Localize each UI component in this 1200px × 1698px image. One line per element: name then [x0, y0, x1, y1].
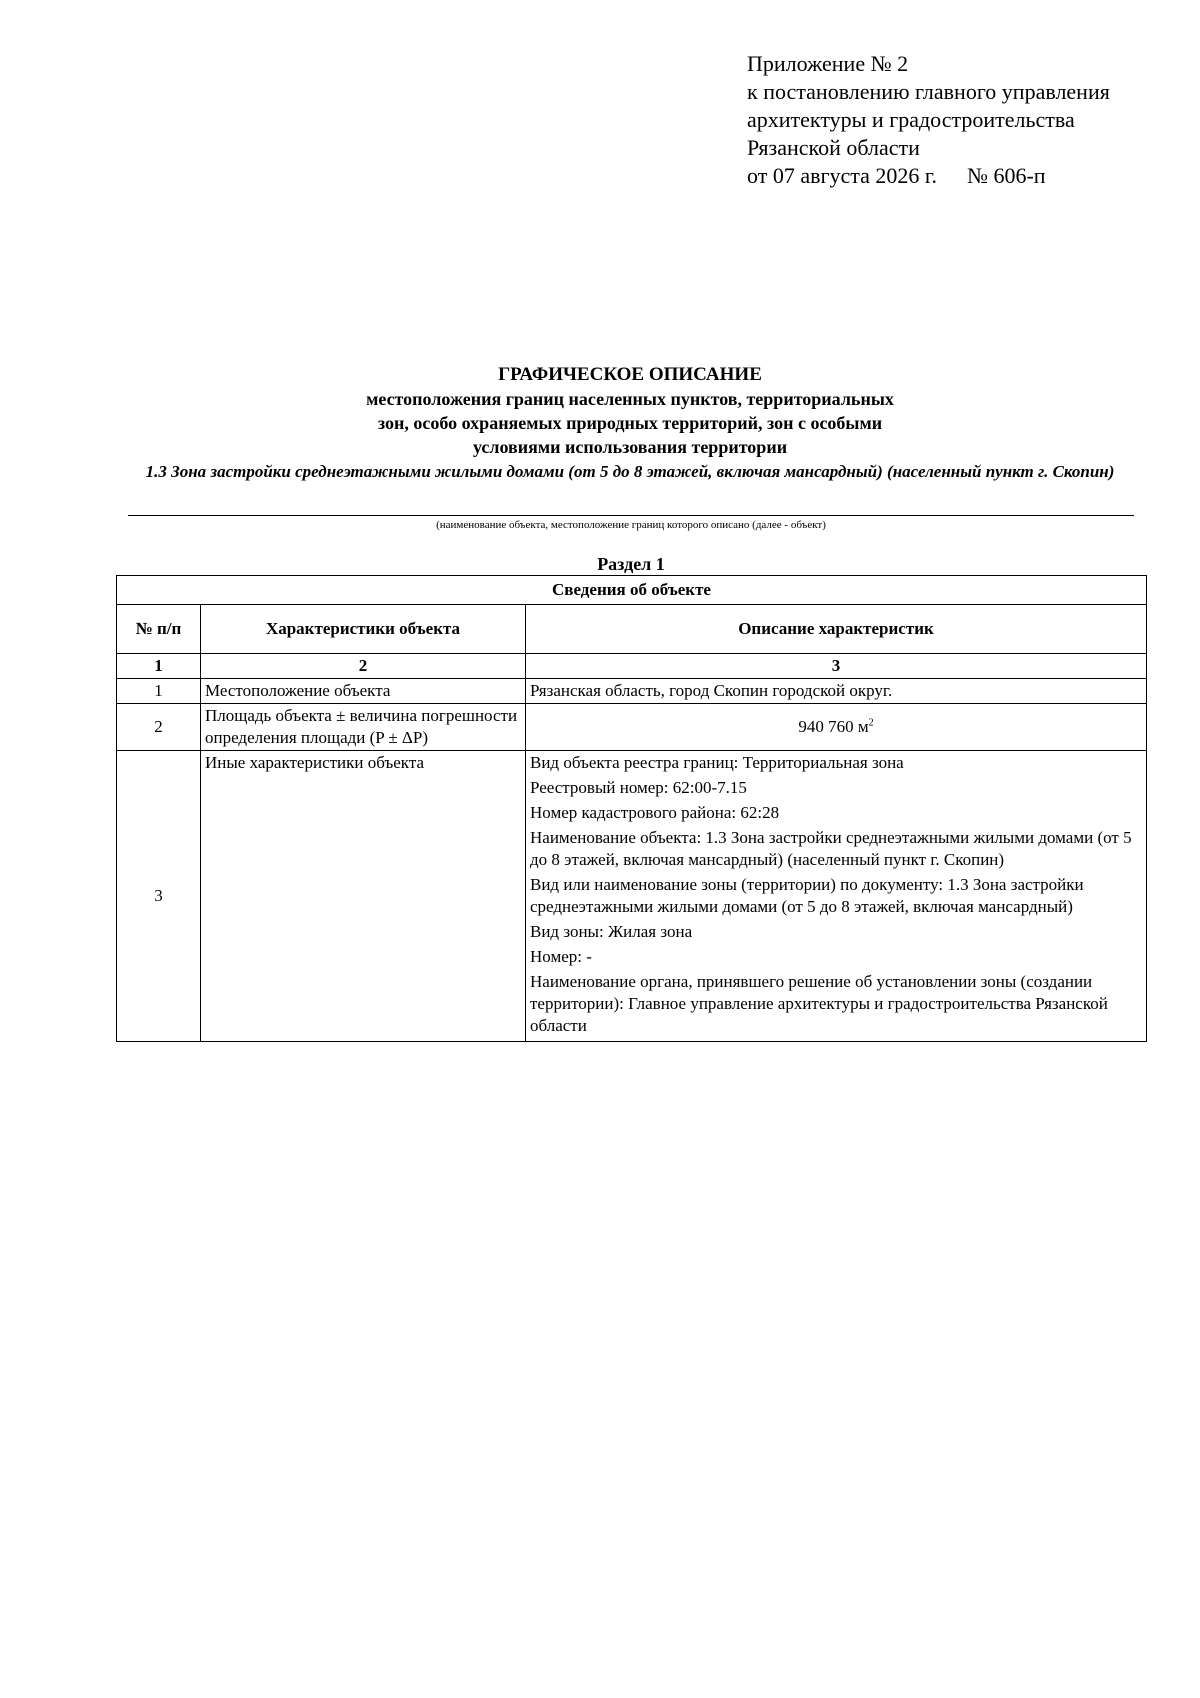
- document-subtitle-2: зон, особо охраняемых природных территорий, зон с особыми: [377, 413, 883, 433]
- document-subtitle-1: местоположения границ населенных пунктов, территориальных: [366, 389, 894, 409]
- row-num: 3: [117, 751, 201, 1042]
- appendix-number: № 606-п: [966, 163, 1046, 188]
- row-characteristic: Площадь объекта ± величина погрешности определения площади (P ± ΔP): [201, 704, 526, 751]
- section-label: Раздел 1: [597, 554, 665, 574]
- object-name-caption: (наименование объекта, местоположение границ которого описано (далее - объект): [436, 519, 826, 531]
- column-number-1: 1: [117, 654, 201, 679]
- table-title-row: [117, 576, 1147, 605]
- row-num: 2: [117, 704, 201, 751]
- table-title: Сведения об объекте: [117, 576, 1147, 605]
- appendix-line-1: Приложение № 2: [747, 51, 909, 76]
- appendix-line-2: к постановлению главного управления: [747, 79, 1110, 104]
- description-line: Номер кадастрового района: 62:28: [530, 803, 780, 822]
- column-number-2: 2: [201, 654, 526, 679]
- row-num: 1: [117, 679, 201, 704]
- header-characteristics: Характеристики объекта: [201, 605, 526, 654]
- row-description: [526, 751, 1147, 1042]
- title-block: [120, 362, 1140, 483]
- description-line: Вид зоны: Жилая зона: [530, 922, 693, 941]
- header-num: № п/п: [117, 605, 201, 654]
- table-row: [117, 679, 1147, 704]
- appendix-block: [747, 50, 1187, 190]
- table-header-row: [117, 605, 1147, 654]
- table-row: [117, 751, 1147, 1042]
- description-line: Номер: -: [530, 947, 592, 966]
- description-line: Вид или наименование зоны (территории) по документу: 1.3 Зона застройки среднеэтажными жилыми домами (от 5 до 8 этажей, включая мансардный): [530, 875, 1084, 916]
- column-number-3: 3: [526, 654, 1147, 679]
- object-name: 1.3 Зона застройки среднеэтажными жилыми домами (от 5 до 8 этажей, включая мансардный) (населенный пункт г. Скопин): [145, 462, 1115, 481]
- description-line: Наименование органа, принявшего решение об установлении зоны (создании территории): Главное управление архитектуры и градостроительства Рязанской области: [530, 972, 1108, 1035]
- row-characteristic: Иные характеристики объекта: [201, 751, 526, 1042]
- appendix-line-3: архитектуры и градостроительства: [747, 107, 1075, 132]
- row-description: Рязанская область, город Скопин городской округ.: [526, 679, 1147, 704]
- row-description: [526, 704, 1147, 751]
- appendix-line-4: Рязанской области: [747, 135, 920, 160]
- description-line: Вид объекта реестра границ: Территориальная зона: [530, 753, 904, 772]
- column-number-row: [117, 654, 1147, 679]
- row-characteristic: Местоположение объекта: [201, 679, 526, 704]
- appendix-date: от 07 августа 2026 г.: [747, 163, 937, 188]
- description-line: Наименование объекта: 1.3 Зона застройки среднеэтажными жилыми домами (от 5 до 8 этажей, включая мансардный) (населенный пункт г. Скопин): [530, 828, 1132, 869]
- area-unit-exponent: 2: [868, 717, 874, 729]
- area-value: 940 760 м: [798, 717, 869, 736]
- object-info-table: [116, 575, 1147, 1042]
- document-title: ГРАФИЧЕСКОЕ ОПИСАНИЕ: [498, 364, 762, 385]
- object-name-underline: [128, 515, 1134, 516]
- description-line: Реестровый номер: 62:00-7.15: [530, 778, 747, 797]
- appendix-date-line: [747, 162, 1187, 190]
- header-description: Описание характеристик: [526, 605, 1147, 654]
- document-subtitle-3: условиями использования территории: [472, 437, 788, 457]
- table-row: [117, 704, 1147, 751]
